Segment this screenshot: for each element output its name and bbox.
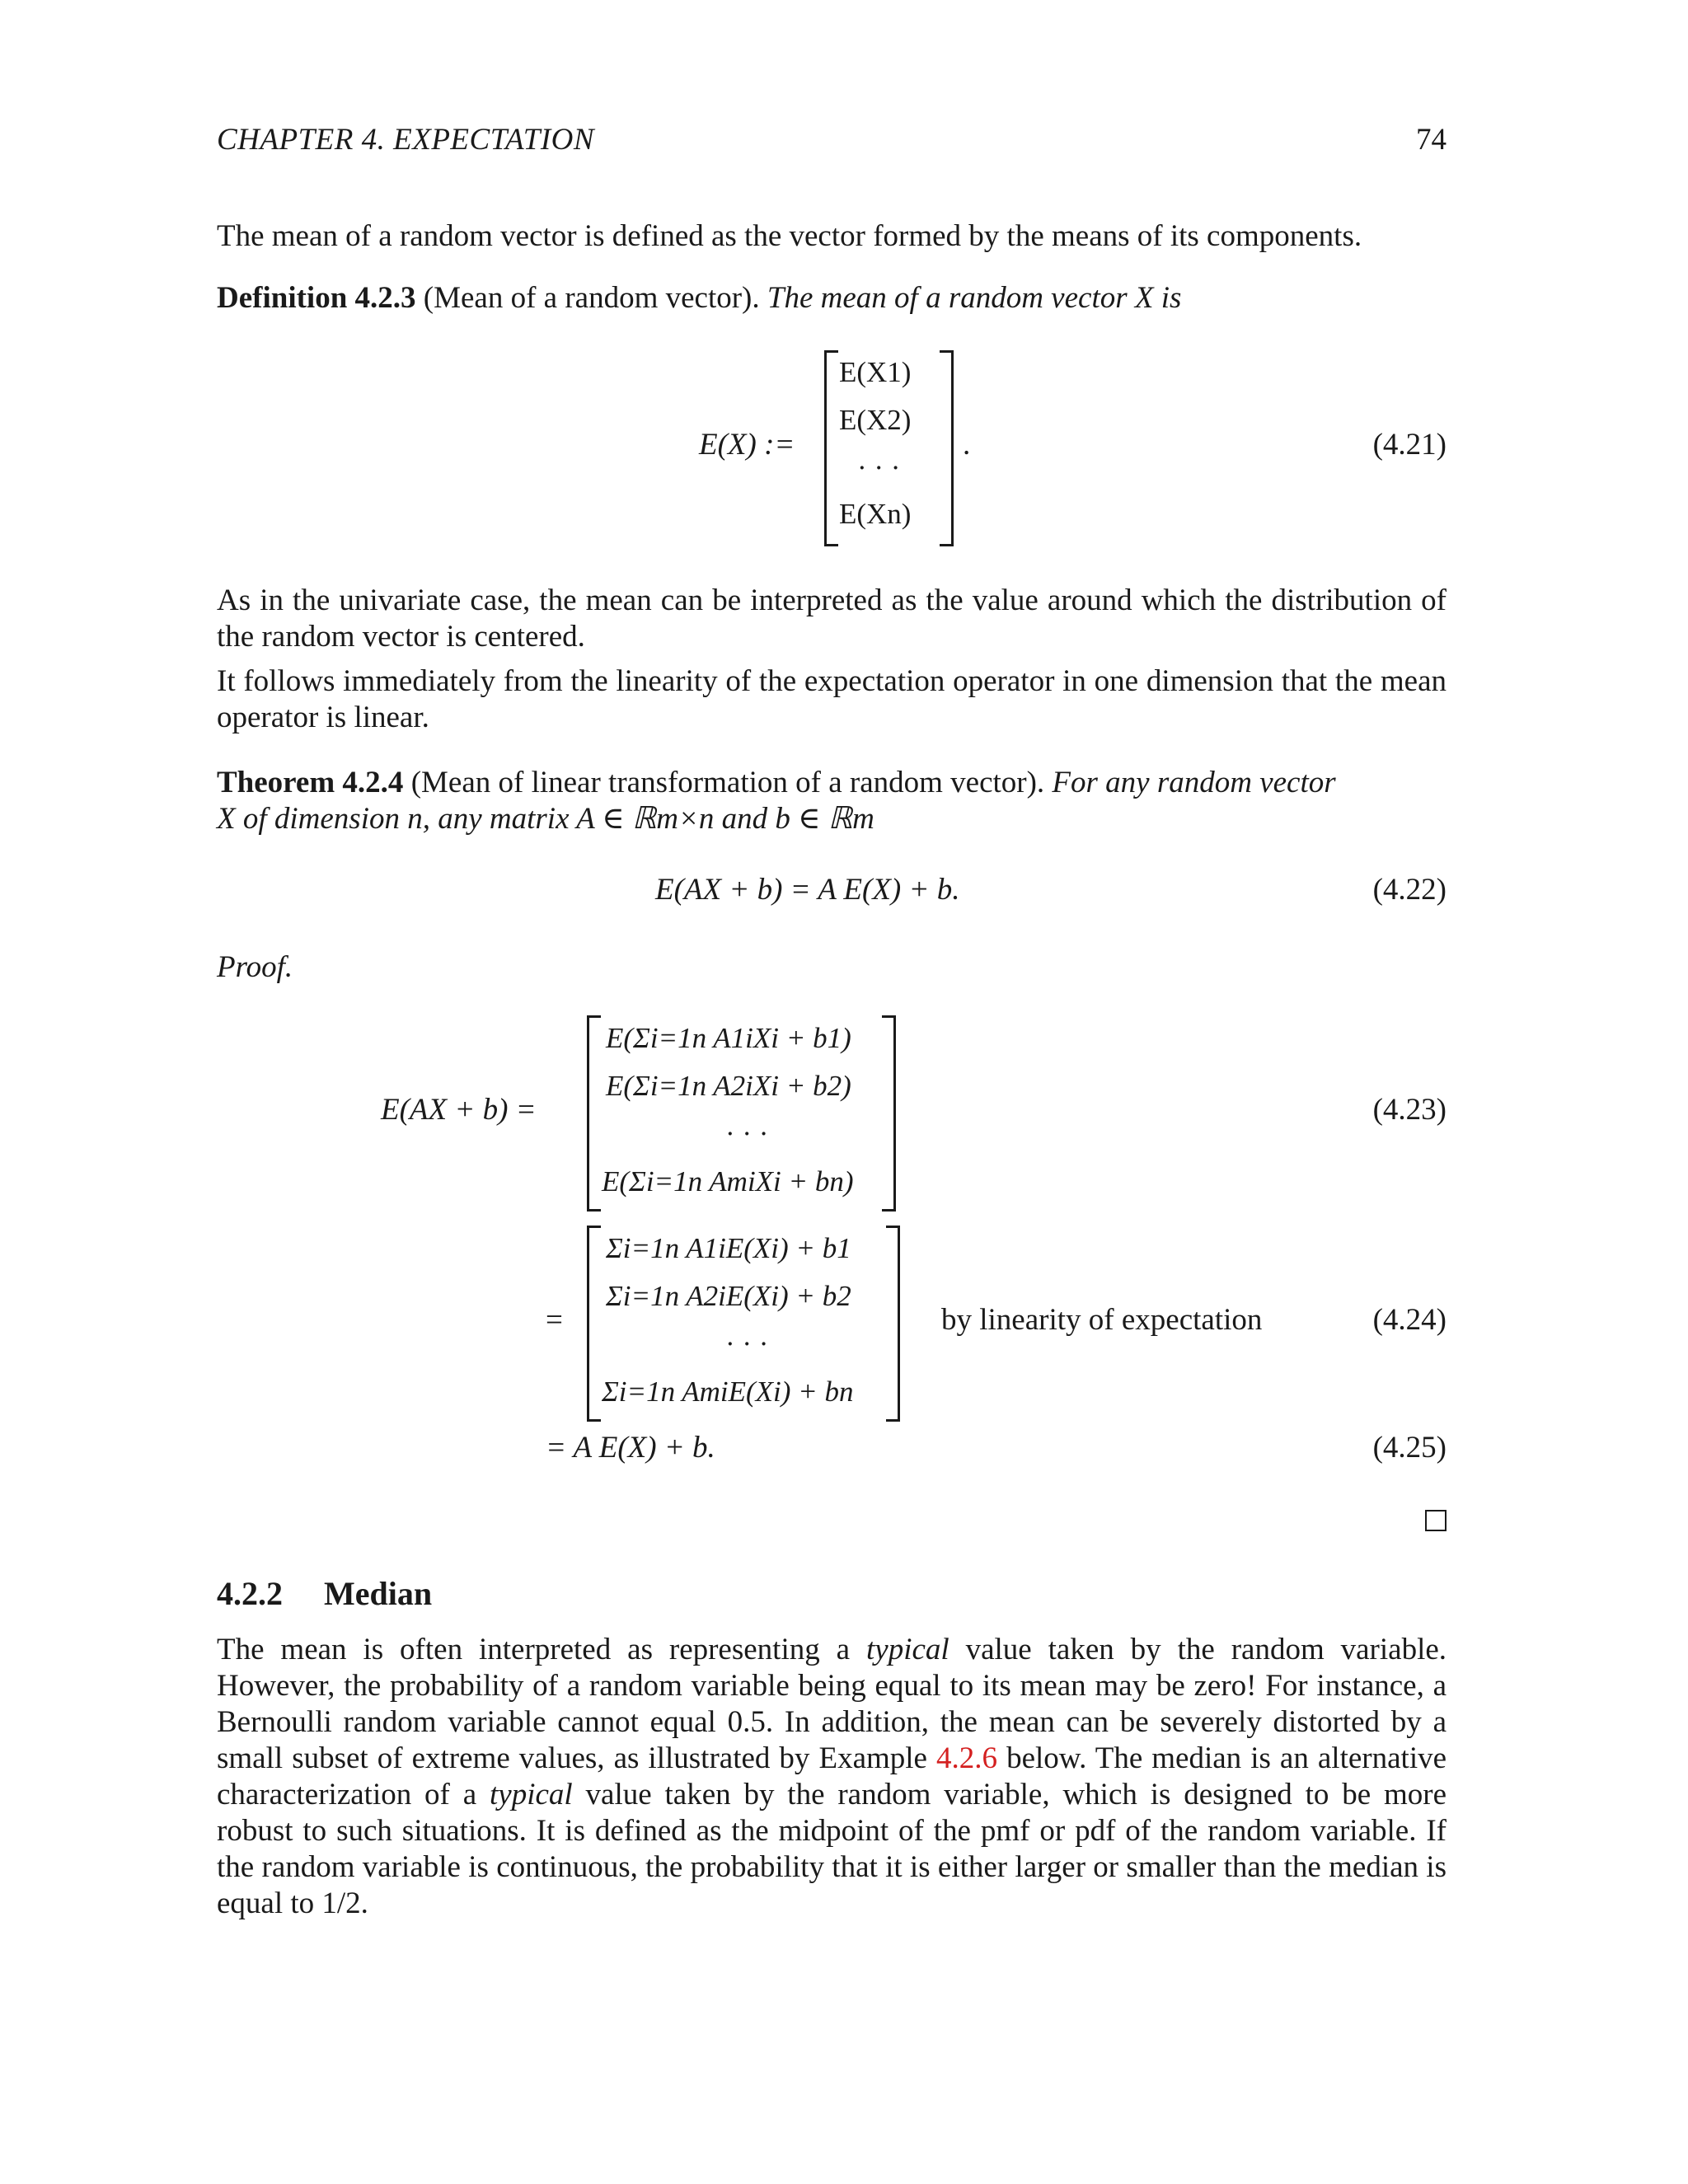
- definition-label: Definition 4.2.3: [217, 281, 416, 315]
- eq423-row-2: E(Σi=1n A2iXi + b2): [606, 1070, 851, 1102]
- intro-paragraph: The mean of a random vector is defined as the vector formed by the means of its components.: [217, 219, 1362, 253]
- eq421-row-4: E(Xn): [839, 498, 912, 530]
- median-emph-typical-1: typical: [866, 1633, 950, 1666]
- eq421-row-3: · · ·: [857, 452, 901, 484]
- definition-title: (Mean of a random vector).: [423, 281, 760, 315]
- eq422-number: (4.22): [1372, 873, 1447, 907]
- median-text-4: value taken by the random variable, which is designed to be more robust to such situations. It is defined as the midpoint of the pmf or pdf of the random variable. If the random variable is continuous, the probability that it is either larger or smaller than the median is equal to 1/2.: [217, 1778, 1447, 1920]
- theorem-statement-2: X of dimension n, any matrix A ∈ ℝm×n and b ∈ ℝm: [217, 802, 874, 836]
- eq421-trail: .: [963, 428, 971, 462]
- section-heading: [217, 1574, 432, 1613]
- eq421-left-bracket: [824, 350, 838, 546]
- eq424-row-1: Σi=1n A1iE(Xi) + b1: [606, 1232, 851, 1264]
- example-reference-link[interactable]: 4.2.6: [936, 1741, 998, 1775]
- median-text-3: below. The median is an alternative characterization of a: [217, 1741, 1447, 1811]
- median-emph-typical-2: typical: [490, 1778, 573, 1811]
- definition-statement: The mean of a random vector X is: [767, 281, 1182, 315]
- page-number: 74: [1416, 123, 1447, 157]
- paragraph-linearity: It follows immediately from the linearity of the expectation operator in one dimension that the mean operator is linear.: [217, 664, 1447, 734]
- eq421-lhs: E(X) :=: [699, 428, 795, 462]
- eq424-right-bracket: [886, 1226, 900, 1422]
- eq423-row-1: E(Σi=1n A1iXi + b1): [606, 1022, 851, 1054]
- section-title: Median: [324, 1575, 433, 1612]
- eq424-left-bracket: [587, 1226, 601, 1422]
- section-number: 4.2.2: [217, 1575, 283, 1612]
- equation-4-25: = A E(X) + b.: [546, 1431, 715, 1465]
- definition-block: [217, 280, 1447, 316]
- eq423-left-bracket: [587, 1015, 601, 1212]
- equation-4-22: E(AX + b) = A E(X) + b.: [655, 873, 960, 907]
- eq423-row-3: · · ·: [725, 1118, 769, 1150]
- eq424-number: (4.24): [1372, 1303, 1447, 1337]
- theorem-block: [217, 765, 1447, 837]
- proof-label: Proof.: [217, 950, 293, 984]
- eq424-row-2: Σi=1n A2iE(Xi) + b2: [606, 1280, 851, 1312]
- median-text-2: value taken by the random variable. However, the probability of a random variable being equal to its mean may be zero! For instance, a Bernoulli random variable cannot equal 0.5. In addition, the mean can be severely distorted by a small subset of extreme values, as illustrated by Example: [217, 1633, 1447, 1775]
- eq421-right-bracket: [940, 350, 954, 546]
- paragraph-univariate: As in the univariate case, the mean can be interpreted as the value around which the distribution of the random vector is centered.: [217, 583, 1447, 654]
- eq421-number: (4.21): [1372, 428, 1447, 462]
- running-header: CHAPTER 4. EXPECTATION: [217, 123, 595, 157]
- eq424-note: by linearity of expectation: [941, 1303, 1263, 1337]
- eq423-right-bracket: [882, 1015, 896, 1212]
- eq421-row-1: E(X1): [839, 356, 912, 388]
- theorem-label: Theorem 4.2.4: [217, 766, 404, 799]
- eq423-lhs: E(AX + b) =: [381, 1093, 537, 1127]
- eq421-row-2: E(X2): [839, 404, 912, 436]
- theorem-statement-1: For any random vector: [1052, 766, 1336, 799]
- eq424-lhs: =: [546, 1303, 563, 1337]
- eq423-number: (4.23): [1372, 1093, 1447, 1127]
- eq425-number: (4.25): [1372, 1431, 1447, 1465]
- eq423-row-4: E(Σi=1n AmiXi + bn): [602, 1165, 854, 1197]
- eq424-row-3: · · ·: [725, 1328, 769, 1360]
- theorem-title: (Mean of linear transformation of a random vector).: [410, 766, 1045, 799]
- median-text-1: The mean is often interpreted as representing a: [217, 1633, 851, 1666]
- median-paragraph: [217, 1632, 1447, 1922]
- eq424-row-4: Σi=1n AmiE(Xi) + bn: [602, 1376, 854, 1408]
- qed-square: [1425, 1510, 1447, 1531]
